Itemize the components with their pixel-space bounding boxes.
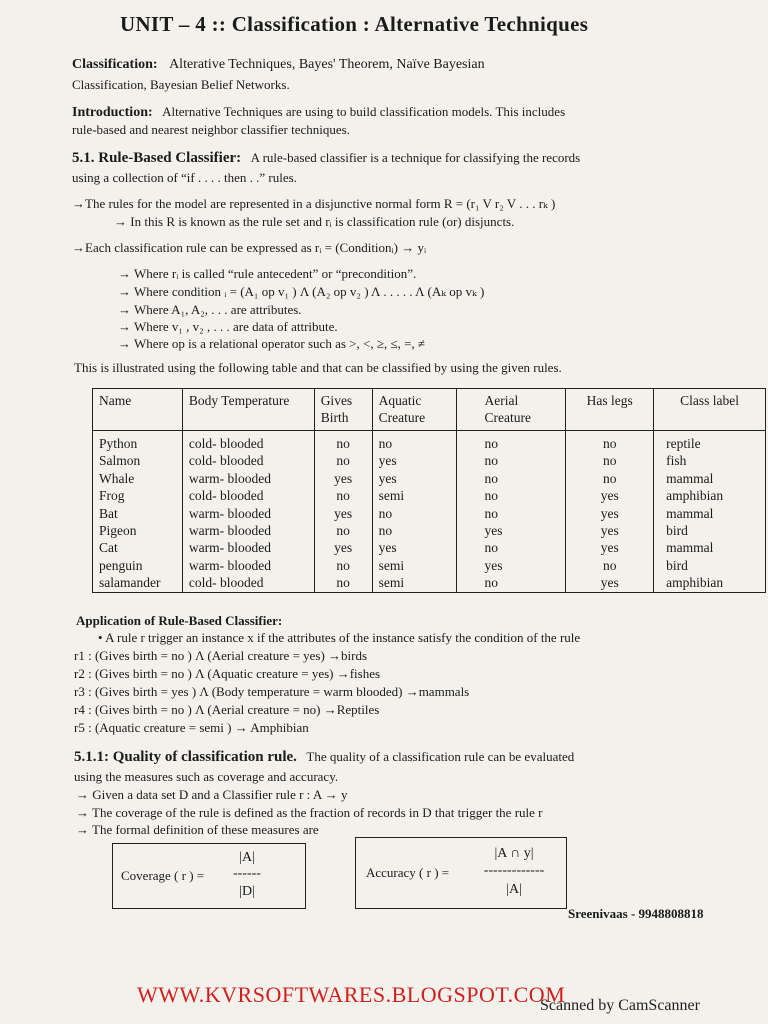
table-cell: no (314, 487, 372, 504)
accuracy-denominator: |A| (506, 882, 522, 897)
table-cell: yes (314, 470, 372, 487)
section-5-1-heading: 5.1. Rule-Based Classifier: (72, 150, 242, 166)
intro-text-1: Alternative Techniques are using to build classification models. This includes (162, 104, 566, 119)
table-cell: warm- blooded (182, 557, 314, 574)
coverage-label: Coverage ( r ) = (121, 868, 205, 883)
application-bullet: • A rule r trigger an instance x if the attributes of the instance satisfy the condition of the rule (98, 630, 581, 645)
bullet-5: → Where op is a relational operator such as >, <, ≥, ≤, =, ≠ (118, 336, 426, 351)
footer-url: WWW.KVRSOFTWARES.BLOGSPOT.COM (137, 982, 566, 1007)
table-cell: cold- blooded (182, 431, 314, 453)
table-cell: no (372, 522, 456, 539)
section-5-1-1-line-2: using the measures such as coverage and accuracy. (74, 769, 339, 784)
table-cell: Frog (93, 487, 183, 504)
table-cell: yes (566, 522, 654, 539)
page-title: UNIT – 4 :: Classification : Alternative Techniques (120, 12, 589, 36)
table-cell: no (314, 574, 372, 592)
rule-r3: r3 : (Gives birth = yes ) Λ (Body temperature = warm blooded) →mammals (74, 684, 470, 699)
table-cell: semi (372, 557, 456, 574)
syllabus-line-1 (72, 57, 485, 73)
table-cell: yes (566, 574, 654, 592)
table-cell: yes (456, 557, 566, 574)
table-cell: yes (566, 505, 654, 522)
table-cell: yes (372, 470, 456, 487)
section-5-1-1-line-1 (74, 749, 574, 766)
table-cell: Pigeon (93, 522, 183, 539)
table-cell: warm- blooded (182, 470, 314, 487)
table-cell: warm- blooded (182, 522, 314, 539)
table-cell: amphibian (666, 575, 724, 591)
table-header-cell: Aerial Creature (456, 389, 566, 431)
table-row (93, 505, 766, 522)
table-row (93, 487, 766, 504)
table-cell: reptile (666, 436, 701, 451)
table-cell: salamander (93, 574, 183, 592)
table-row (93, 574, 766, 592)
table-cell: no (314, 431, 372, 453)
section-5-1-text-1: A rule-based classifier is a technique for classifying the records (250, 150, 581, 165)
table-cell: no (456, 431, 566, 453)
table-header-cell: Has legs (566, 389, 654, 431)
table-cell: Whale (93, 470, 183, 487)
section-5-1-1-heading: 5.1.1: Quality of classification rule. (74, 749, 297, 765)
accuracy-formula-box (355, 837, 567, 909)
accuracy-label: Accuracy ( r ) = (366, 865, 450, 880)
coverage-numerator: |A| (239, 850, 255, 865)
table-cell: warm- blooded (182, 505, 314, 522)
table-header-cell: Name (93, 389, 183, 431)
table-cell: cold- blooded (182, 452, 314, 469)
intro-line-1 (72, 104, 565, 121)
table-row (93, 431, 766, 453)
syllabus-line-2: Classification, Bayesian Belief Networks. (72, 77, 290, 92)
table-header-cell: Body Temperature (182, 389, 314, 431)
table-cell: yes (566, 487, 654, 504)
table-cell: Salmon (93, 452, 183, 469)
rule-r5: r5 : (Aquatic creature = semi ) → Amphibian (74, 720, 309, 735)
illustrated-sentence: This is illustrated using the following table and that can be classified by using the given rules. (74, 360, 562, 375)
table-cell: no (456, 487, 566, 504)
rule-set-paragraph: → In this R is known as the rule set and rᵢ is classification rule (or) disjuncts. (114, 214, 515, 229)
quality-point-1: → Given a data set D and a Classifier rule r : A → y (76, 787, 348, 802)
camscanner-watermark: Scanned by CamScanner (540, 997, 700, 1014)
table-cell: bird (666, 557, 688, 573)
table-cell: no (314, 452, 372, 469)
intro-line-2: rule-based and nearest neighbor classifier techniques. (72, 122, 350, 137)
table-row (93, 557, 766, 574)
coverage-denominator: |D| (239, 884, 255, 899)
table-cell: mammal (666, 470, 714, 486)
bullet-2: → Where condition ᵢ = (A₁ op v₁ ) Λ (A₂ op v₂ ) Λ . . . . . Λ (Aₖ op vₖ ) (118, 284, 485, 299)
quality-point-2: → The coverage of the rule is defined as the fraction of records in D that trigger the rule r (76, 805, 543, 820)
application-heading: Application of Rule-Based Classifier: (76, 613, 283, 628)
table-cell: yes (372, 452, 456, 469)
syllabus-text-1: Alterative Techniques, Bayes' Theorem, Naïve Bayesian (169, 57, 485, 72)
table-cell: no (456, 574, 566, 592)
table-cell: penguin (93, 557, 183, 574)
table-cell: no (566, 452, 654, 469)
table-header-cell: Aquatic Creature (372, 389, 456, 431)
table-cell: no (372, 431, 456, 453)
dnf-paragraph: →The rules for the model are represented in a disjunctive normal form R = (r₁ V r₂ V . . . rₖ ) (72, 196, 556, 211)
bullet-1: → Where rᵢ is called “rule antecedent” or “precondition”. (118, 266, 417, 281)
table-cell: cold- blooded (182, 574, 314, 592)
table-cell: no (456, 452, 566, 469)
table-cell: yes (372, 539, 456, 556)
table-header-cell: Class label (654, 389, 766, 431)
quality-point-3: → The formal definition of these measures are (76, 822, 319, 837)
table-cell: fish (666, 453, 687, 469)
table-header-row (93, 389, 766, 431)
table-cell: no (566, 470, 654, 487)
section-5-1-line-2: using a collection of “if . . . . then . .” rules. (72, 170, 297, 185)
rule-r1: r1 : (Gives birth = no ) Λ (Aerial creature = yes) →birds (74, 648, 368, 663)
table-cell: Bat (93, 505, 183, 522)
table-row (93, 539, 766, 556)
section-5-1-line-1 (72, 150, 580, 167)
table-cell: no (566, 557, 654, 574)
table-cell: Cat (93, 539, 183, 556)
rule-expression-paragraph: →Each classification rule can be expressed as rᵢ = (Conditionᵢ) → yᵢ (72, 240, 427, 255)
accuracy-numerator: |A ∩ y| (494, 846, 534, 861)
table-row (93, 522, 766, 539)
section-5-1-1-text-1: The quality of a classification rule can be evaluated (306, 749, 575, 764)
rule-r4: r4 : (Gives birth = no ) Λ (Aerial creature = no) →Reptiles (74, 702, 380, 717)
table-cell: no (456, 505, 566, 522)
table-cell: yes (456, 522, 566, 539)
table-row (93, 470, 766, 487)
bullet-4: → Where v₁ , v₂ , . . . are data of attribute. (118, 319, 338, 334)
animal-classification-table (92, 388, 766, 593)
table-cell: yes (566, 539, 654, 556)
table-cell: cold- blooded (182, 487, 314, 504)
syllabus-label: Classification: (72, 57, 158, 72)
table-cell: warm- blooded (182, 539, 314, 556)
table-header-cell: Gives Birth (314, 389, 372, 431)
author-signature: Sreenivaas - 9948808818 (568, 906, 704, 921)
table-cell: no (372, 505, 456, 522)
coverage-formula-box (112, 843, 306, 909)
coverage-fraction-bar: ------ (233, 866, 261, 881)
table-cell: no (314, 522, 372, 539)
table-row (93, 452, 766, 469)
rule-r2: r2 : (Gives birth = no ) Λ (Aquatic creature = yes) →fishes (74, 666, 381, 681)
table-cell: yes (314, 505, 372, 522)
accuracy-fraction-bar: ------------- (483, 863, 545, 878)
table-cell: Python (93, 431, 183, 453)
table-cell: no (314, 557, 372, 574)
table-body (93, 431, 766, 593)
table-cell: no (456, 470, 566, 487)
table-cell: bird (666, 523, 688, 539)
table-cell: amphibian (666, 488, 724, 504)
intro-label: Introduction: (72, 105, 153, 120)
table-cell: mammal (666, 505, 714, 521)
bullet-3: → Where A₁, A₂, . . . are attributes. (118, 302, 302, 317)
table-cell: yes (314, 539, 372, 556)
table-cell: no (566, 431, 654, 453)
table-cell: semi (372, 487, 456, 504)
table-cell: no (456, 539, 566, 556)
table-cell: mammal (666, 540, 714, 556)
table-cell: semi (372, 574, 456, 592)
